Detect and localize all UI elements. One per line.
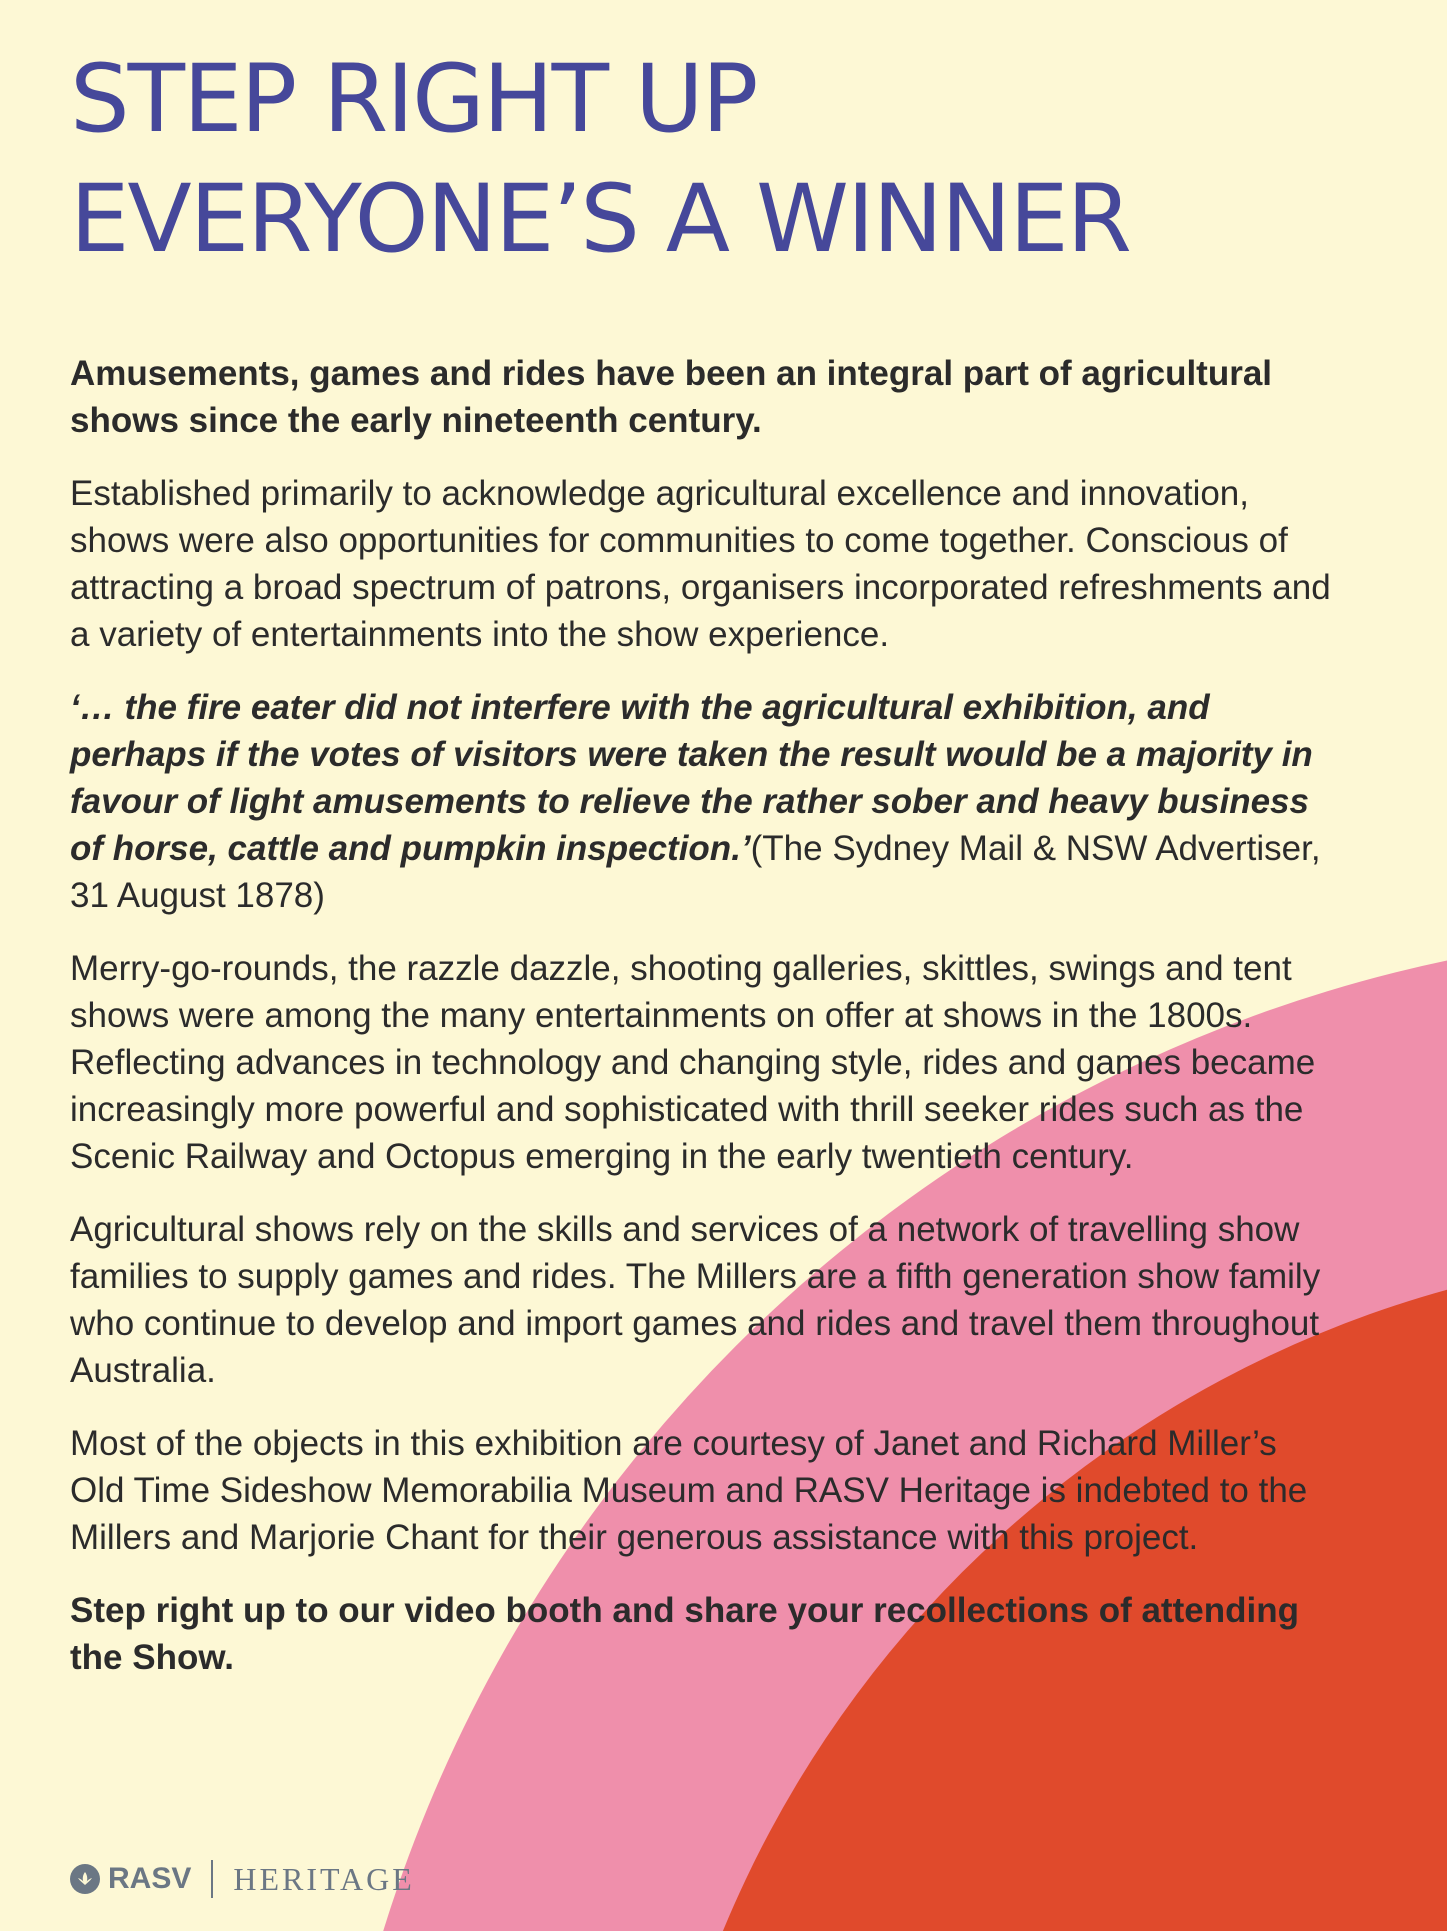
quote-source: (The Sydney Mail & NSW Advertiser, 31 August 1878) [70, 829, 1321, 915]
title-line-2: EVERYONE’S A WINNER [70, 165, 1130, 274]
credits-paragraph: Most of the objects in this exhibition are courtesy of Janet and Richard Miller’s Old Time Sideshow Memorabilia Museum and RASV Heritage is indebted to the Millers and Marjorie Chant for their generous assistance with this project. [70, 1424, 1308, 1557]
quote-paragraph [70, 684, 1340, 919]
lead-paragraph: Amusements, games and rides have been an integral part of agricultural shows since the early nineteenth century. [70, 354, 1273, 440]
division-name: HERITAGE [233, 1860, 415, 1897]
poster-content [70, 40, 1340, 1707]
title-line-1: STEP RIGHT UP [70, 45, 757, 154]
footer-logo [70, 1860, 415, 1898]
page-title [70, 40, 1340, 280]
logo-divider [211, 1860, 213, 1898]
millers-paragraph: Agricultural shows rely on the skills and services of a network of travelling show families to supply games and rides. The Millers are a fifth generation show family who continue to develop and import games and rides and travel them throughout Australia. [70, 1210, 1321, 1390]
history-paragraph: Merry-go-rounds, the razzle dazzle, shooting galleries, skittles, swings and tent shows were among the many entertainments on offer at shows in the 1800s. Reflecting advances in technology and changing style, rides and games became increasingly more powerful and sophisticated with thrill seeker rides such as the Scenic Railway and Octopus emerging in the early twentieth century. [70, 949, 1316, 1176]
brand-name: RASV [108, 1862, 192, 1895]
quote-text: ‘… the fire eater did not interfere with the agricultural exhibition, and perhaps if the votes of visitors were taken the result would be a majority in favour of light amusements to relieve the rather sober and heavy business of horse, cattle and pumpkin inspection.’ [70, 688, 1313, 868]
intro-paragraph: Established primarily to acknowledge agricultural excellence and innovation, shows were also opportunities for communities to come together. Conscious of attracting a broad spectrum of patrons, organisers incorporated refreshments and a variety of entertainments into the show experience. [70, 474, 1331, 654]
rasv-leaf-icon [70, 1864, 100, 1894]
closing-paragraph: Step right up to our video booth and share your recollections of attending the Show. [70, 1591, 1299, 1677]
body-text [70, 350, 1340, 1681]
